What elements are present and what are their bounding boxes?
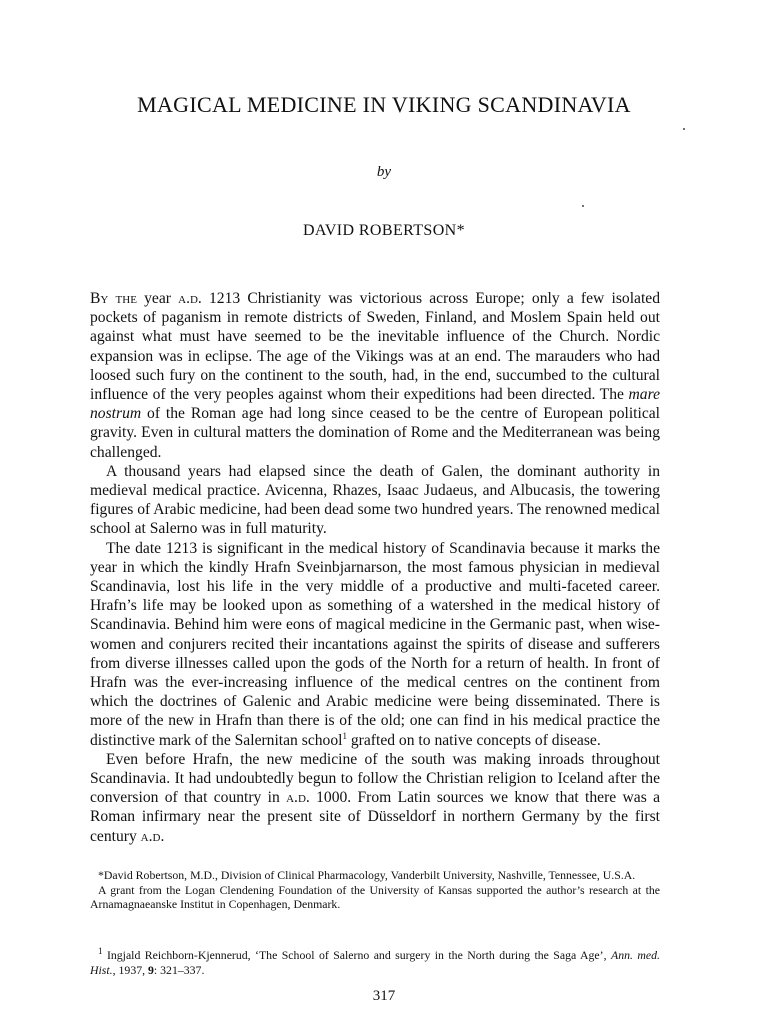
paragraph-4: Even before Hrafn, the new medicine of the south was making inroads throughout Scandinavia. It had undoubtedly begun to follow the Christian religion to Iceland after the conversion of that country in a.d. 1000. From Latin sources we know that there was a Roman infirmary near the present site of Düsseldorf in northern Germany by the first century a.d. bbox=[90, 750, 660, 845]
byline: by bbox=[376, 164, 392, 180]
scan-speck bbox=[582, 205, 584, 207]
grant-acknowledgement: A grant from the Logan Clendening Foundation of the University of Kansas supported the author’s research at the Arnamagnaeanske Institut in Copenhagen, Denmark. bbox=[90, 882, 660, 912]
italic-phrase: mare nostrum bbox=[90, 386, 660, 423]
paragraph-1: By the year a.d. 1213 Christianity was victorious across Europe; only a few isolated pockets of paganism in remote districts of Sweden, Finland, and Moslem Spain held out against what must have seemed to be the inevitable influence of the Church. Nordic expansion was in eclipse. The age of the Vikings was at an end. The marauders who had loosed such fury on the continent to the south, had, in the end, succumbed to the cultural influence of the very peoples against whom their expeditions had been directed. The mare nostrum of the Roman age had long since ceased to be the centre of European political gravity. Even in cultural matters the domination of Rome and the Mediterranean was being challenged. bbox=[90, 290, 660, 461]
paragraph-2: A thousand years had elapsed since the death of Galen, the dominant authority in medieval medical practice. Avicenna, Rhazes, Isaac Judaeus, and Albucasis, the towering figures of Arabic medicine, had been dead some two hundred years. The renowned medical school at Salerno was in full maturity. bbox=[90, 462, 660, 538]
author-note bbox=[90, 868, 660, 912]
volume-number: 9 bbox=[148, 962, 154, 977]
footnote-reference[interactable]: 1 bbox=[342, 730, 347, 741]
author-affiliation: *David Robertson, M.D., Division of Clinical Pharmacology, Vanderbilt University, Nashville, Tennessee, U.S.A. bbox=[98, 868, 636, 882]
article-title: MAGICAL MEDICINE IN VIKING SCANDINAVIA bbox=[137, 92, 631, 117]
footnote-1: $^1$ Ingjald Reichborn-Kjennerud, ‘The School of Salerno and surgery in the North during the Saga Age’, Ann. med. Hist., 1937, 9: 321–337. bbox=[90, 946, 660, 977]
article-body bbox=[90, 289, 660, 846]
opening-smallcaps: By the bbox=[90, 290, 137, 307]
page-number: 317 bbox=[372, 988, 396, 1004]
scan-speck bbox=[683, 128, 685, 130]
footnote-number: 1 bbox=[98, 946, 103, 957]
footnote bbox=[90, 948, 660, 977]
author-name: DAVID ROBERTSON* bbox=[302, 222, 466, 239]
era-abbrev: a.d. bbox=[178, 290, 202, 307]
journal-name: Ann. med. Hist. bbox=[90, 948, 660, 977]
era-abbrev: a.d. bbox=[286, 789, 310, 807]
era-abbrev: a.d. bbox=[140, 827, 165, 845]
paragraph-3: The date 1213 is significant in the medical history of Scandinavia because it marks the year in which the kindly Hrafn Sveinbjarnarson, the most famous physician in medieval Scandinavia, lost his life in the very middle of a productive and multi-faceted career. Hrafn’s life may be looked upon as something of a watershed in the medical history of Scandinavia. Behind him were eons of magical medicine in the Germanic past, when wise-women and conjurers recited their incantations against the spirits of disease and sufferers from diverse illnesses called upon the gods of the North for a return of health. In front of Hrafn was the ever-increasing influence of the medical centres on the continent from which the doctrines of Galenic and Arabic medicine were being disseminated. There is more of the new in Hrafn than there is of the old; one can find in his medical practice the distinctive mark of the Salernitan school$^1$ grafted on to native concepts of disease. bbox=[90, 539, 660, 749]
